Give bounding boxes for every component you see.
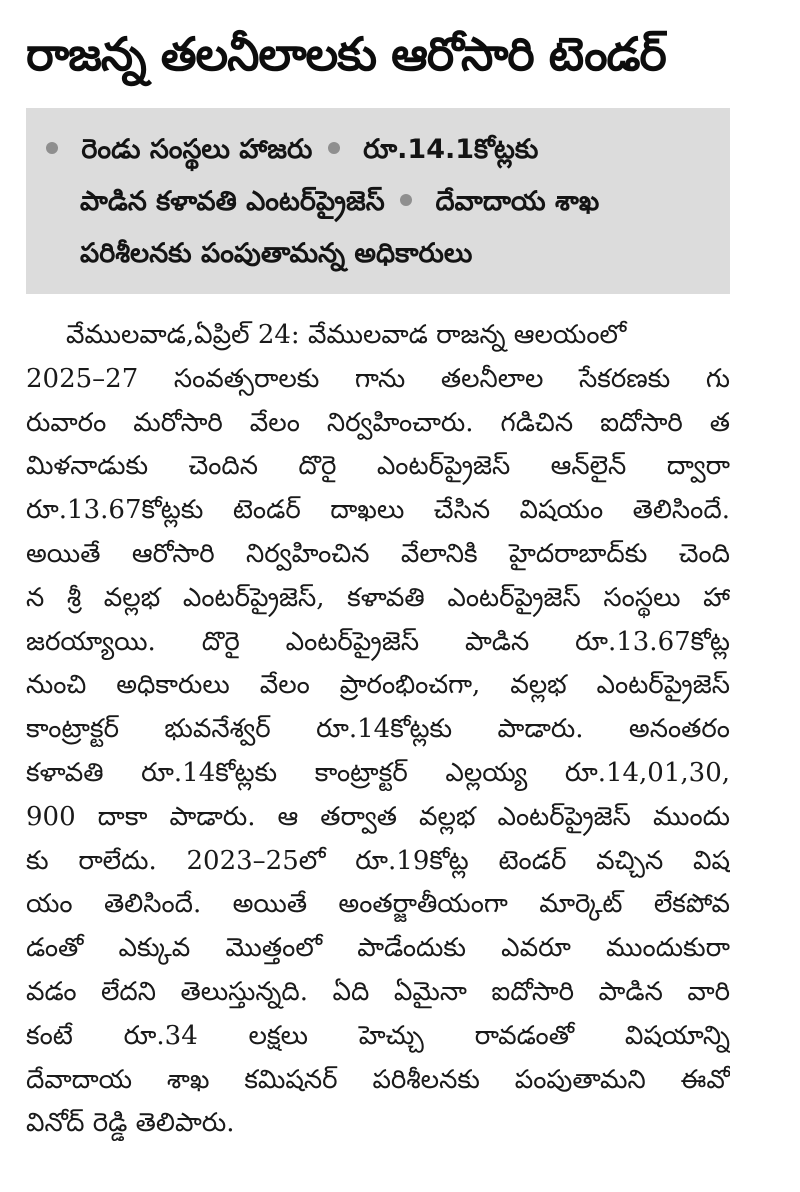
body-line: మిళనాడుకు చెందిన దొరై ఎంటర్‌ప్రైజెస్ ఆన్‌లైన్ ద్వారా xyxy=(26,451,730,482)
body-line: వినోద్ రెడ్డి తెలిపారు. xyxy=(26,1108,235,1139)
summary-point-attendance: రెండు సంస్థలు హాజరు xyxy=(81,134,313,165)
body-line: వడం లేదని తెలుస్తున్నది. ఏది ఏమైనా ఐదోసారి పాడిన వారి xyxy=(26,976,730,1007)
body-line: జరయ్యాయి. దొరై ఎంటర్‌ప్రైజెస్ పాడిన రూ.13.67కోట్ల xyxy=(26,626,730,657)
body-line: న శ్రీ వల్లభ ఎంటర్‌ప్రైజెస్, కళావతి ఎంటర్‌ప్రైజెస్ సంస్థలు హా xyxy=(26,582,730,613)
body-line: కంటే రూ.34 లక్షలు హెచ్చు రావడంతో విషయాన్ని xyxy=(26,1020,730,1051)
article-body xyxy=(26,314,730,1146)
body-line: కాంట్రాక్టర్ భువనేశ్వర్ రూ.14కోట్లకు పాడారు. అనంతరం xyxy=(26,714,730,745)
body-line: అయితే ఆరోసారి నిర్వహించిన వేలానికి హైదరాబాద్‌కు చెంది xyxy=(26,538,730,569)
body-line: 2025–27 సంవత్సరాలకు గాను తలనీలాల సేకరణకు గు xyxy=(26,363,730,394)
article-headline: రాజన్న తలనీలాలకు ఆరోసారి టెండర్ xyxy=(26,27,666,81)
bullet-icon xyxy=(400,194,412,206)
body-line: నుంచి అధికారులు వేలం ప్రారంభించగా, వల్లభ ఎంటర్‌ప్రైజెస్ xyxy=(26,670,730,701)
summary-point-review: పరిశీలనకు పంపుతామన్న అధికారులు xyxy=(80,238,473,269)
summary-box xyxy=(26,108,730,294)
body-line: యం తెలిసిందే. అయితే అంతర్జాతీయంగా మార్కెట్ లేకపోవ xyxy=(26,889,730,920)
body-line: రూ.13.67కోట్లకు టెండర్ దాఖలు చేసిన విషయం తెలిసిందే. xyxy=(26,495,730,526)
body-line: రువారం మరోసారి వేలం నిర్వహించారు. గడిచిన ఐదోసారి త xyxy=(26,407,730,438)
summary-line-2 xyxy=(40,176,720,228)
summary-point-bidder: పాడిన కళావతి ఎంటర్‌ప్రైజెస్ xyxy=(80,186,385,217)
body-line: డంతో ఎక్కువ మొత్తంలో పాడేందుకు ఎవరూ ముందుకురా xyxy=(26,933,730,964)
bullet-icon xyxy=(328,142,340,154)
body-line: దేవాదాయ శాఖ కమిషనర్ పరిశీలనకు పంపుతామని ఈవో xyxy=(26,1064,730,1095)
summary-line-3 xyxy=(40,228,720,280)
body-line: వేములవాడ,ఏప్రిల్ 24: వేములవాడ రాజన్న ఆలయంలో xyxy=(66,320,627,350)
body-line: 900 దాకా పాడారు. ఆ తర్వాత వల్లభ ఎంటర్‌ప్రైజెస్ ముందు xyxy=(26,801,730,832)
body-line: కు రాలేదు. 2023–25లో రూ.19కోట్ల టెండర్ వచ్చిన విష xyxy=(26,845,730,876)
summary-point-amount: రూ.14.1కోట్లకు xyxy=(363,134,539,165)
summary-line-1 xyxy=(40,124,720,176)
summary-point-department: దేవాదాయ శాఖ xyxy=(435,186,600,217)
bullet-icon xyxy=(46,142,58,154)
body-line: కళావతి రూ.14కోట్లకు కాంట్రాక్టర్ ఎల్లయ్య రూ.14,01,30, xyxy=(26,757,730,788)
